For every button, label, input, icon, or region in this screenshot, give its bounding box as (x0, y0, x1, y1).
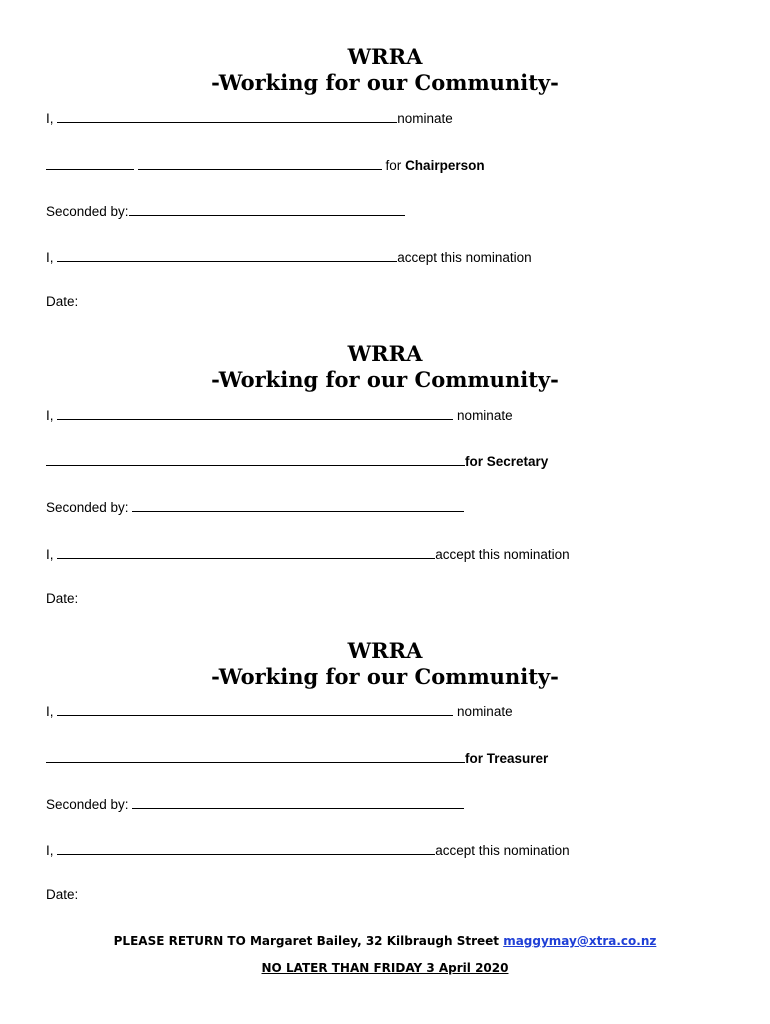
nominate-word: nominate (397, 111, 453, 126)
seconded-label: Seconded by: (46, 797, 129, 812)
nominator-prefix: I, (46, 111, 54, 126)
role-label: for Treasurer (465, 751, 549, 766)
deadline (0, 961, 770, 975)
seconded-by-field[interactable] (132, 794, 464, 809)
for-word: for (385, 158, 402, 173)
accept-line (46, 840, 570, 860)
accept-text: accept this nomination (435, 843, 570, 858)
date-label: Date: (46, 591, 79, 606)
org-title: WRRA (347, 44, 423, 69)
seconded-line (46, 497, 464, 517)
role-label: for Secretary (465, 454, 549, 469)
accept-prefix: I, (46, 843, 54, 858)
nominee-line (46, 748, 548, 768)
accept-line (46, 247, 532, 267)
nominator-name-field[interactable] (57, 108, 397, 123)
org-title: WRRA (347, 638, 423, 663)
seconded-line (46, 201, 405, 221)
nominee-name-field[interactable] (46, 748, 465, 763)
nominee-line (46, 155, 485, 175)
tagline: -Working for our Community- (211, 70, 559, 95)
nominee-line (46, 451, 548, 471)
acceptor-name-field[interactable] (57, 247, 397, 262)
date-line (46, 293, 78, 311)
nominator-prefix: I, (46, 408, 54, 423)
accept-prefix: I, (46, 547, 54, 562)
acceptor-name-field[interactable] (57, 840, 435, 855)
nominator-name-field[interactable] (57, 405, 453, 420)
date-label: Date: (46, 887, 79, 902)
acceptor-name-field[interactable] (57, 544, 435, 559)
date-line (46, 590, 78, 608)
seconded-label: Seconded by: (46, 500, 129, 515)
nominee-name-field[interactable] (46, 451, 465, 466)
org-title: WRRA (347, 341, 423, 366)
accept-prefix: I, (46, 250, 54, 265)
nominator-prefix: I, (46, 704, 54, 719)
tagline: -Working for our Community- (211, 367, 559, 392)
seconded-by-field[interactable] (132, 497, 464, 512)
seconded-by-field[interactable] (129, 201, 405, 216)
date-label: Date: (46, 294, 79, 309)
return-text: PLEASE RETURN TO Margaret Bailey, 32 Kilbraugh Street (113, 934, 499, 948)
nominator-line (46, 108, 453, 128)
nominate-word: nominate (457, 704, 513, 719)
seconded-label: Seconded by: (46, 204, 129, 219)
nominator-line (46, 701, 513, 721)
accept-line (46, 544, 570, 564)
accept-text: accept this nomination (435, 547, 570, 562)
nominator-line (46, 405, 513, 425)
nominee-last-name-field[interactable] (138, 155, 382, 170)
role-label: Chairperson (405, 158, 485, 173)
email-link[interactable]: maggymay@xtra.co.nz (503, 934, 657, 948)
nominee-first-name-field[interactable] (46, 155, 134, 170)
nominator-name-field[interactable] (57, 701, 453, 716)
date-line (46, 886, 78, 904)
accept-text: accept this nomination (397, 250, 532, 265)
tagline: -Working for our Community- (211, 664, 559, 689)
seconded-line (46, 794, 464, 814)
nominate-word: nominate (457, 408, 513, 423)
deadline-text: NO LATER THAN FRIDAY 3 April 2020 (261, 961, 509, 975)
return-instructions (0, 934, 770, 948)
